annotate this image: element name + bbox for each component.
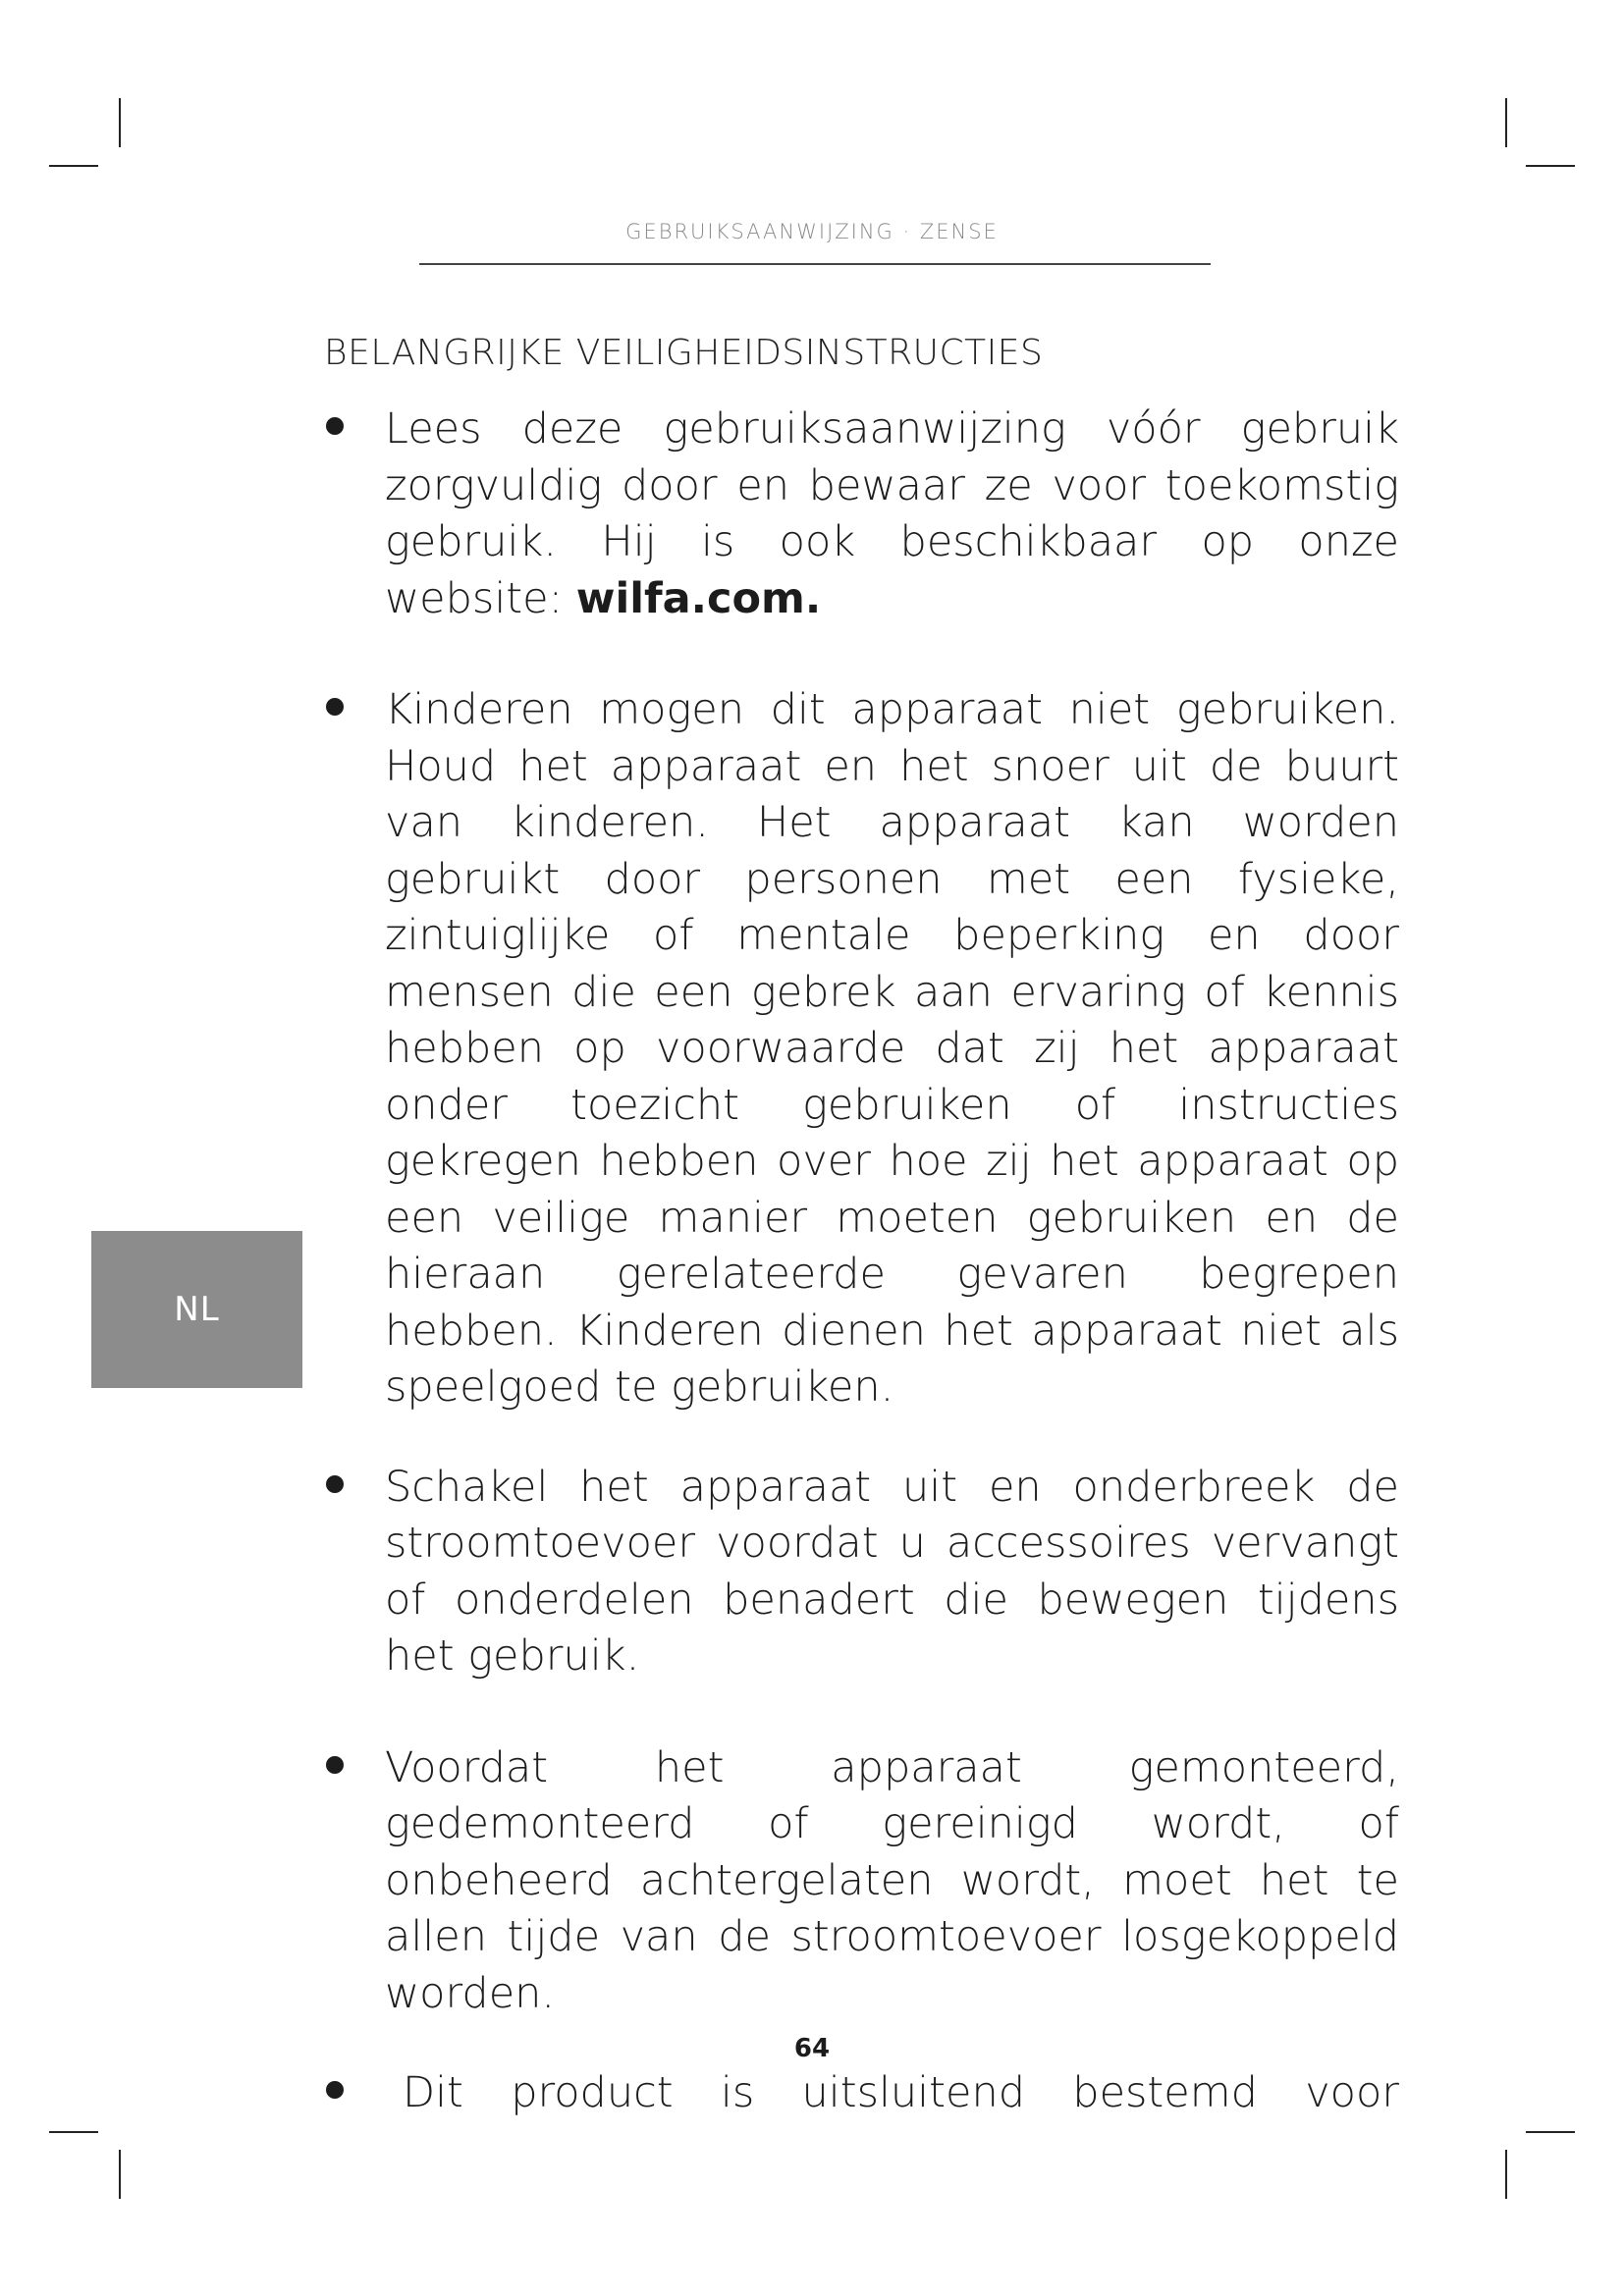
language-label: NL [174, 1290, 220, 1329]
bullet-icon [326, 1756, 344, 1774]
safety-instruction-item [324, 1740, 1399, 2023]
word: bestemd [1072, 2068, 1258, 2118]
safety-instruction-item [324, 682, 1399, 1416]
word: product [511, 2068, 674, 2118]
crop-mark-top-right-vertical [1505, 98, 1507, 147]
page-content [324, 332, 1399, 2122]
instruction-text: Schakel het apparaat uit en onderbreek de stroomtoevoer voordat u accessoires vervangt of onderdelen benadert die bewegen tijdens het gebruik. [385, 1462, 1399, 1682]
crop-mark-top-right-horizontal [1526, 165, 1575, 167]
running-header: GEBRUIKSAANWIJZING · ZENSE [625, 220, 999, 243]
instruction-text: Kinderen mogen dit apparaat niet gebruiken. Houd het apparaat en het snoer uit de buurt van kinderen. Het apparaat kan worden gebruikt door personen met een fysieke, zintuiglijke of mentale beperking en door mensen die een gebrek aan ervaring of kennis hebben op voorwaarde dat zij het apparaat onder toezicht gebruiken of instructies gekregen hebben over hoe zij het apparaat op een veilige manier moeten gebruiken en de hieraan gerelateerde gevaren begrepen hebben. Kinderen dienen het apparaat niet als speelgoed te gebruiken. [385, 685, 1399, 1413]
section-title: BELANGRIJKE VEILIGHEIDSINSTRUCTIES [324, 333, 1044, 373]
safety-instruction-item [324, 2065, 1399, 2122]
word: uitsluitend [801, 2068, 1025, 2118]
crop-mark-bottom-right-vertical [1505, 2150, 1507, 2199]
header-divider [419, 263, 1211, 265]
crop-mark-top-left-vertical [119, 98, 121, 147]
word: is [720, 2068, 755, 2118]
bullet-icon [326, 698, 344, 716]
crop-mark-bottom-left-horizontal [49, 2131, 98, 2133]
instruction-text-spread [324, 2065, 1399, 2122]
crop-mark-bottom-left-vertical [119, 2150, 121, 2199]
bullet-icon [326, 417, 344, 435]
word: Dit [403, 2068, 463, 2118]
website-link[interactable]: wilfa.com. [575, 573, 822, 623]
safety-instruction-item [324, 1460, 1399, 1685]
word: voor [1305, 2068, 1399, 2118]
instruction-text: Lees deze gebruiksaanwijzing vóór gebruik zorgvuldig door en bewaar ze voor toekomstig gebruik. Hij is ook beschikbaar op onze website: [385, 404, 1399, 623]
language-tab [91, 1231, 302, 1388]
page-number: 64 [793, 2034, 831, 2063]
bullet-icon [326, 1475, 344, 1493]
crop-mark-bottom-right-horizontal [1526, 2131, 1575, 2133]
instruction-text: Voordat het apparaat gemonteerd, gedemonteerd of gereinigd wordt, of onbeheerd achtergelaten wordt, moet het te allen tijde van de stroomtoevoer losgekoppeld worden. [385, 1742, 1399, 2018]
crop-mark-top-left-horizontal [49, 165, 98, 167]
safety-instruction-item [324, 401, 1399, 627]
